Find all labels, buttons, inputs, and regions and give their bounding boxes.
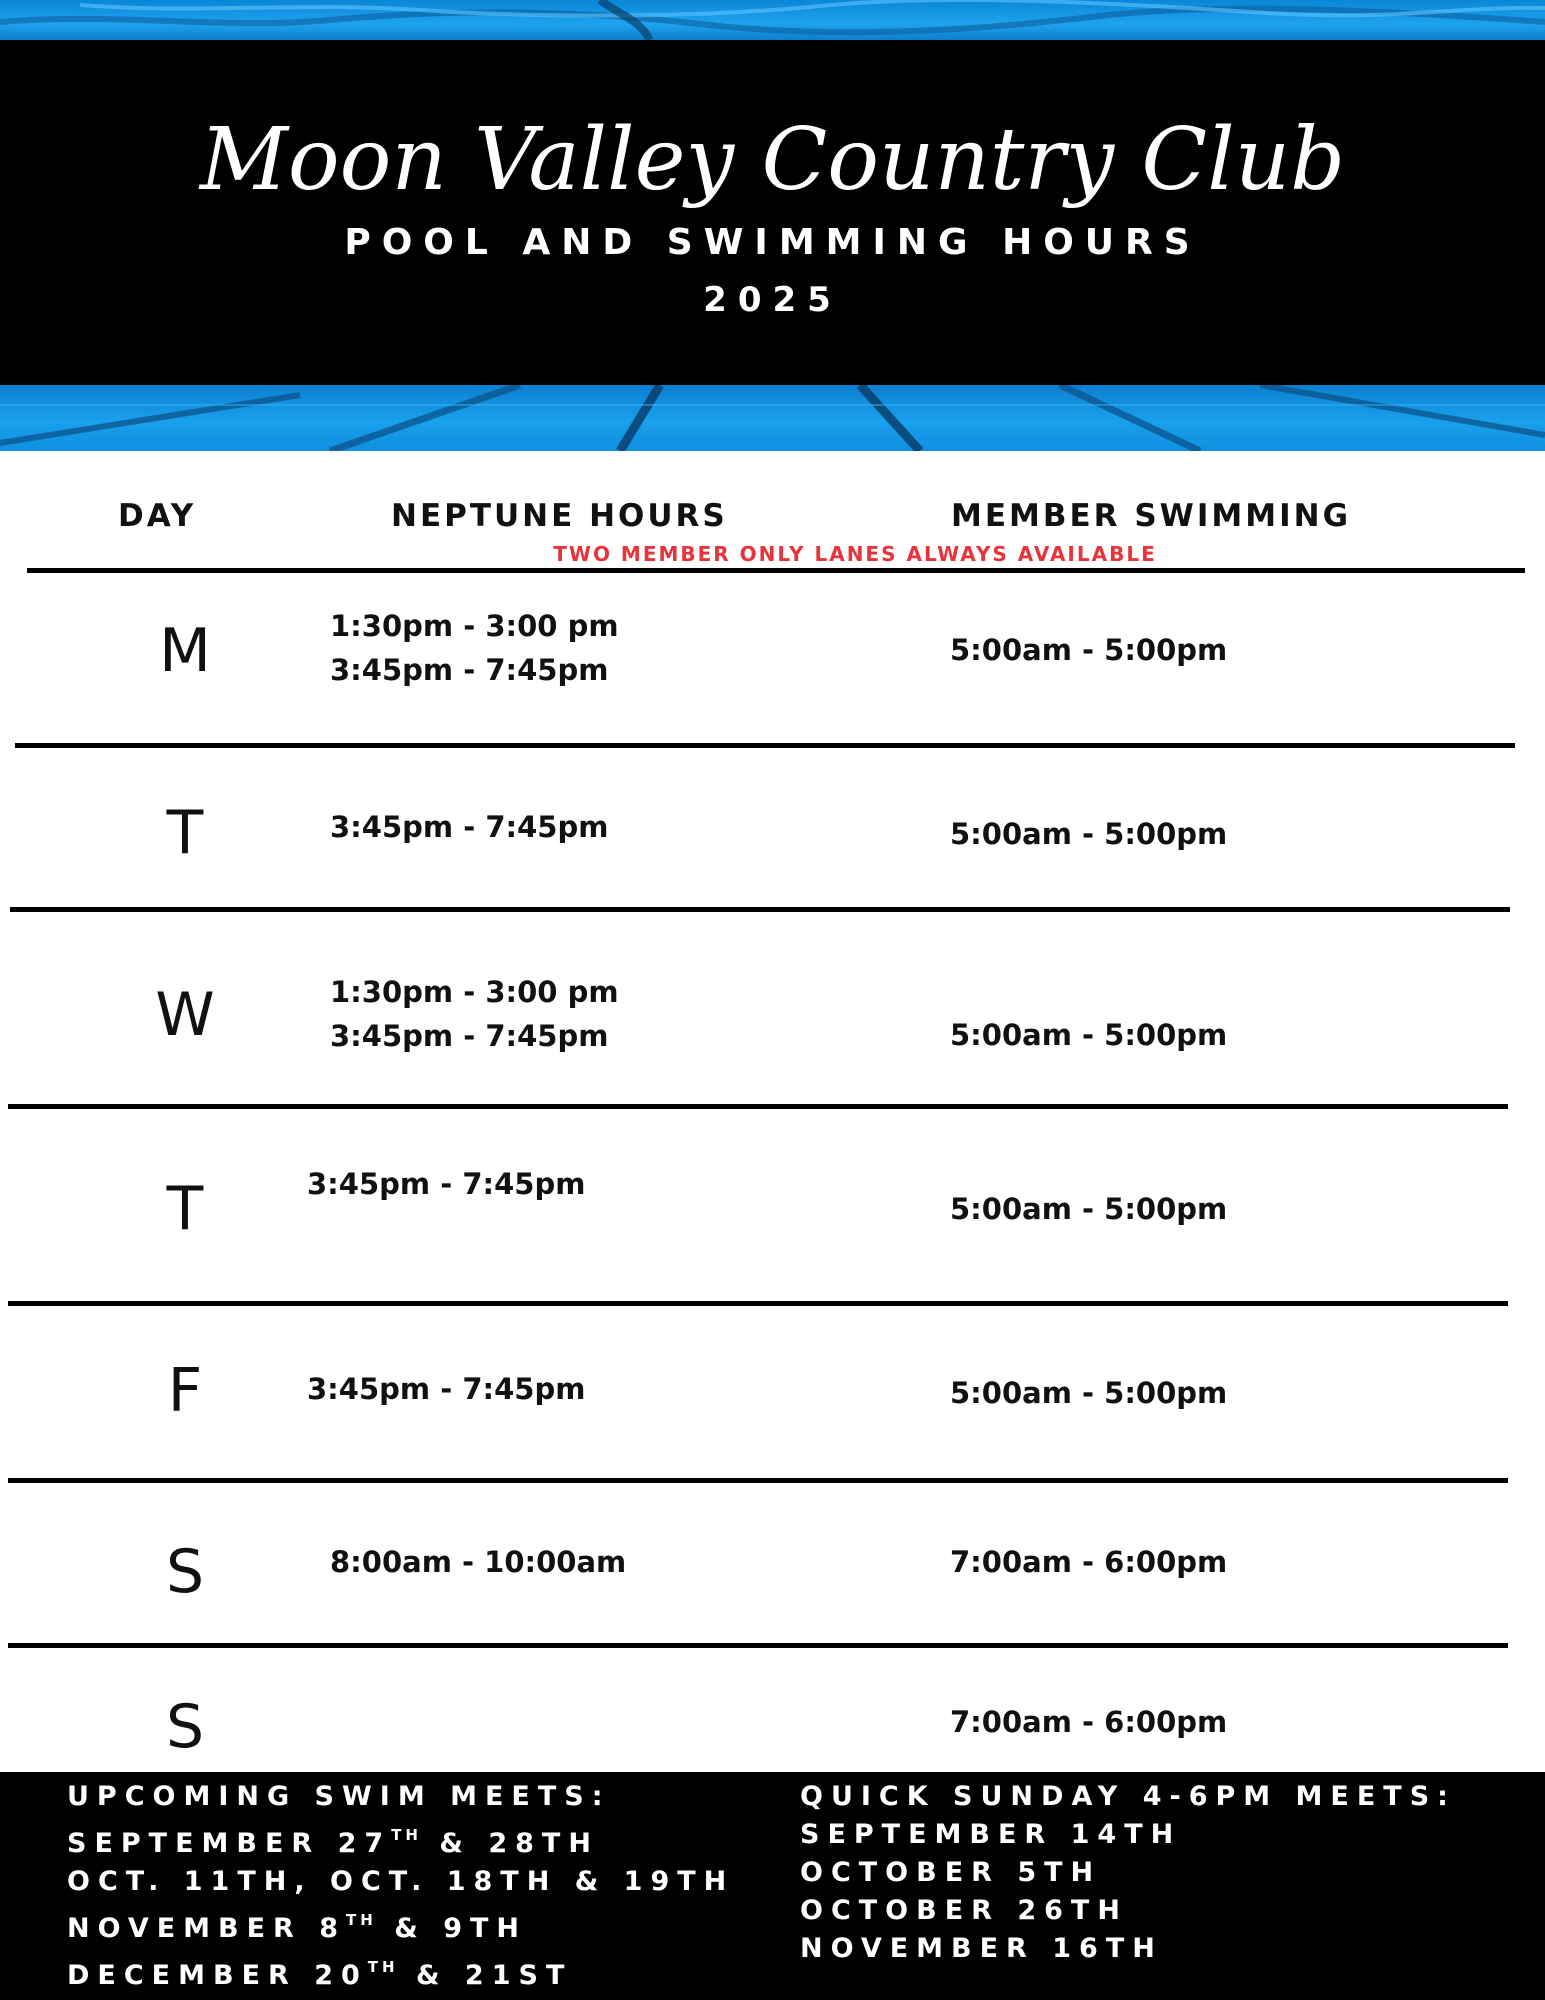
swim-meet-date: OCT. 11TH, OCT. 18TH & 19TH <box>67 1866 735 1897</box>
table-divider <box>8 1478 1508 1483</box>
swim-meets-heading: UPCOMING SWIM MEETS: <box>67 1781 611 1812</box>
table-divider <box>10 907 1510 912</box>
member-hours-monday: 5:00am - 5:00pm <box>950 633 1228 667</box>
neptune-hours-friday: 3:45pm - 7:45pm <box>307 1372 586 1406</box>
table-divider <box>8 1643 1508 1648</box>
quick-meet-date: OCTOBER 26TH <box>800 1895 1128 1926</box>
pool-water-lanes <box>0 385 1545 451</box>
member-hours-thursday: 5:00am - 5:00pm <box>950 1192 1228 1226</box>
table-divider <box>27 568 1525 573</box>
quick-sunday-meets-list <box>800 1778 1456 1968</box>
quick-meet-date: SEPTEMBER 14TH <box>800 1819 1182 1850</box>
day-monday: M <box>159 616 211 686</box>
member-hours-saturday: 7:00am - 6:00pm <box>950 1545 1228 1579</box>
quick-meet-date: NOVEMBER 16TH <box>800 1933 1163 1964</box>
day-wednesday: W <box>155 980 215 1050</box>
day-tuesday: T <box>166 798 204 868</box>
neptune-hours-wednesday-1: 1:30pm - 3:00 pm <box>330 975 619 1009</box>
lane-lines-graphic <box>0 385 1545 451</box>
swim-meet-date: DECEMBER 20TH & 21ST <box>67 1958 573 1991</box>
table-divider <box>15 743 1515 748</box>
day-friday: F <box>167 1356 203 1426</box>
table-divider <box>8 1301 1508 1306</box>
column-header-day: DAY <box>118 498 197 534</box>
header-band <box>0 40 1545 385</box>
day-thursday: T <box>166 1174 204 1244</box>
neptune-hours-tuesday: 3:45pm - 7:45pm <box>330 810 609 844</box>
member-hours-wednesday: 5:00am - 5:00pm <box>950 1018 1228 1052</box>
quick-meets-heading: QUICK SUNDAY 4-6PM MEETS: <box>800 1781 1456 1812</box>
swim-meets-list <box>67 1778 734 1995</box>
member-hours-sunday: 7:00am - 6:00pm <box>950 1705 1228 1739</box>
neptune-hours-monday-1: 1:30pm - 3:00 pm <box>330 609 619 643</box>
member-hours-friday: 5:00am - 5:00pm <box>950 1376 1228 1410</box>
day-sunday: S <box>165 1692 205 1762</box>
quick-meet-date: OCTOBER 5TH <box>800 1857 1102 1888</box>
swim-meet-date: NOVEMBER 8TH & 9TH <box>67 1911 527 1944</box>
column-header-neptune: NEPTUNE HOURS <box>391 498 728 534</box>
member-hours-tuesday: 5:00am - 5:00pm <box>950 817 1228 851</box>
neptune-hours-saturday: 8:00am - 10:00am <box>330 1545 627 1579</box>
water-ripple-graphic <box>0 0 1545 40</box>
neptune-hours-monday-2: 3:45pm - 7:45pm <box>330 653 609 687</box>
column-header-member: MEMBER SWIMMING <box>951 498 1352 534</box>
table-divider <box>8 1104 1508 1109</box>
member-lanes-note: TWO MEMBER ONLY LANES ALWAYS AVAILABLE <box>553 542 1157 566</box>
day-saturday: S <box>165 1537 205 1607</box>
neptune-hours-wednesday-2: 3:45pm - 7:45pm <box>330 1019 609 1053</box>
page-title: Moon Valley Country Club <box>199 110 1346 210</box>
year-label: 2025 <box>703 280 842 320</box>
swim-meet-date: SEPTEMBER 27TH & 28TH <box>67 1826 599 1859</box>
page-subtitle: POOL AND SWIMMING HOURS <box>344 222 1201 263</box>
pool-water-top <box>0 0 1545 40</box>
neptune-hours-thursday: 3:45pm - 7:45pm <box>307 1167 586 1201</box>
